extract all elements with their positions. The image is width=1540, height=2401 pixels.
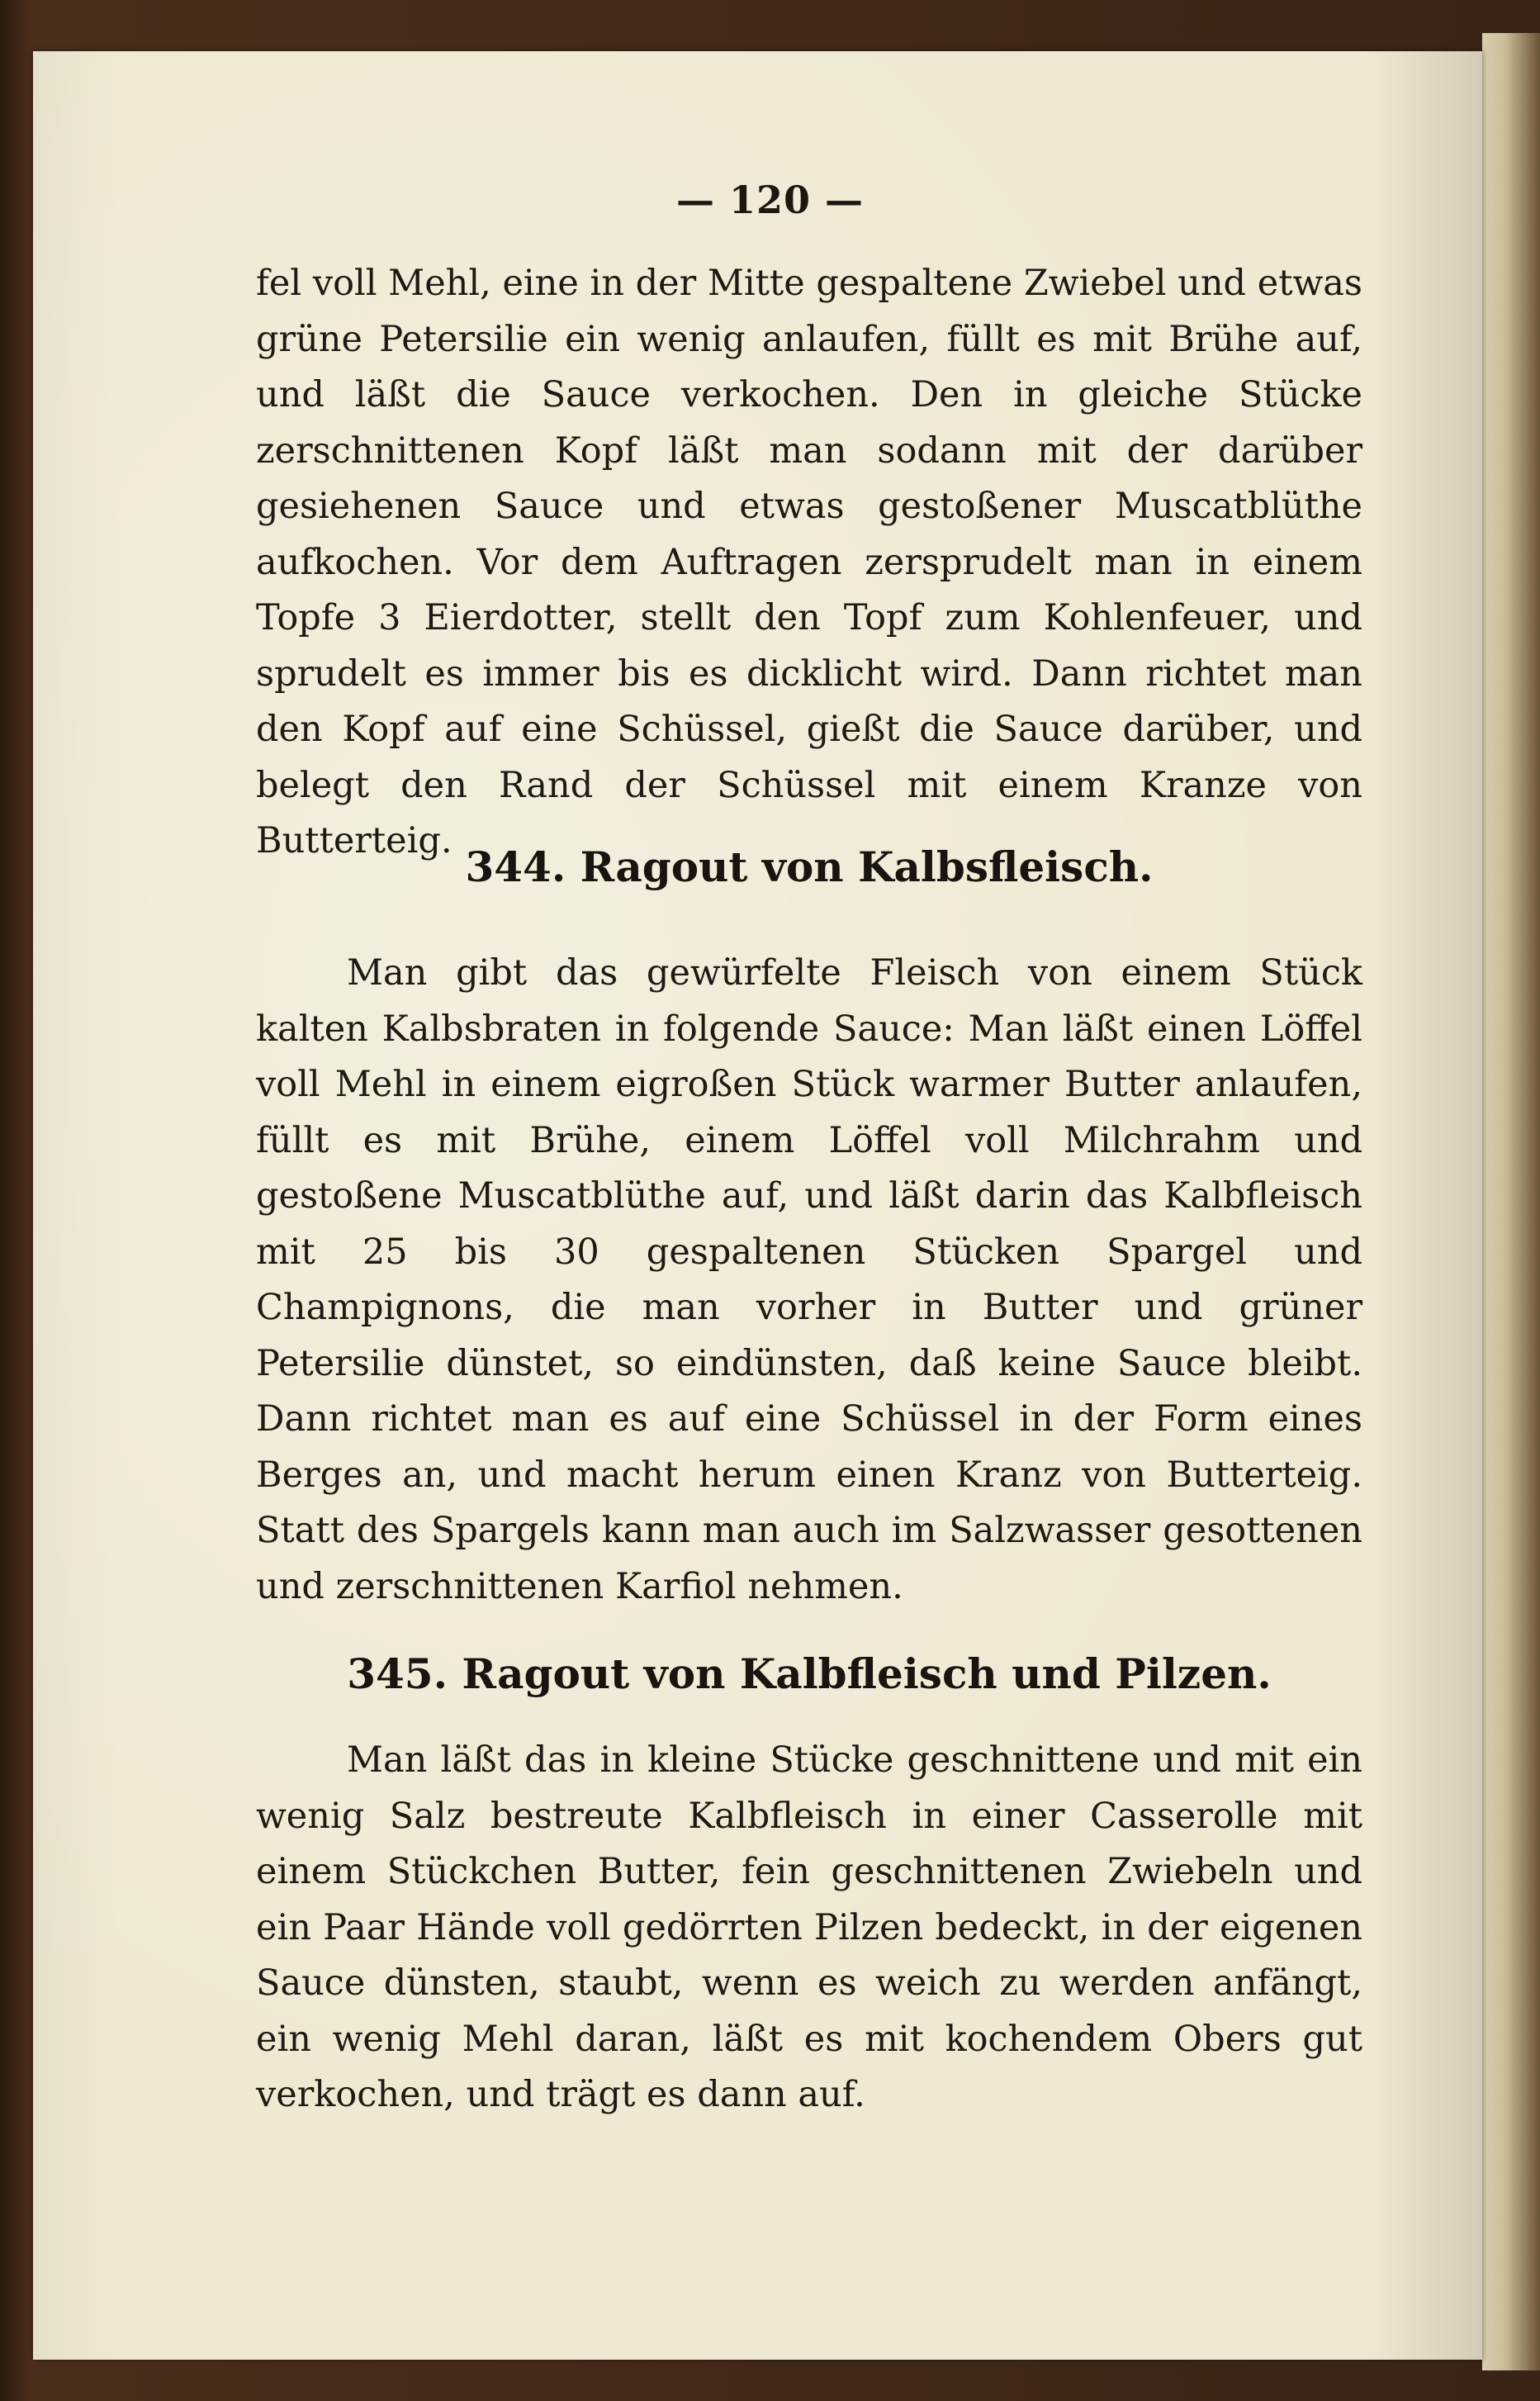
recipe-heading-345: 345. Ragout von Kalbfleisch und Pilzen.: [347, 1649, 1272, 1698]
recipe-344-body: [256, 946, 1362, 1615]
recipe-345-text: Man läßt das in kleine Stücke geschnittene und mit ein wenig Salz bestreute Kalbfleisch in einer Casserolle mit einem Stückchen Butter, fein geschnittenen Zwiebeln und ein Paar Hände voll gedörrten Pilzen bedeckt, in der eigenen Sauce dünsten, staubt, wenn es weich zu werden anfängt, ein wenig Mehl daran, läßt es mit kochendem Obers gut verkochen, und trägt es dann auf.: [256, 1739, 1362, 2115]
paragraph-text: [256, 1733, 1362, 2123]
paragraph-text: [256, 946, 1362, 1615]
recipe-heading-344: 344. Ragout von Kalbsfleisch.: [465, 842, 1154, 891]
paragraph-text: fel voll Mehl, eine in der Mitte gespaltene Zwiebel und etwas grüne Petersilie ein wenig anlaufen, füllt es mit Brühe auf, und läßt die Sauce verkochen. Den in gleiche Stücke zerschnittenen Kopf läßt man sodann mit der darüber gesiehenen Sauce und etwas gestoßener Muscatblüthe aufkochen. Vor dem Auftragen zersprudelt man in einem Topfe 3 Eierdotter, stellt den Topf zum Kohlenfeuer, und sprudelt es immer bis es dicklicht wird. Dann richtet man den Kopf auf eine Schüssel, gießt die Sauce darüber, und belegt den Rand der Schüssel mit einem Kranze von Butterteig.: [256, 263, 1362, 861]
adjacent-page-edge: [1482, 33, 1540, 2370]
continued-paragraph: [256, 256, 1362, 870]
recipe-344-text: Man gibt das gewürfelte Fleisch von einem Stück kalten Kalbsbraten in folgende Sauce: Man läßt einen Löffel voll Mehl in einem eigroßen Stück warmer Butter anlaufen, füllt es mit Brühe, einem Löffel voll Milchrahm und gestoßene Muscatblüthe auf, und läßt darin das Kalbfleisch mit 25 bis 30 gespaltenen Stücken Spargel und Champignons, die man vorher in Butter und grüner Petersilie dünstet, so eindünsten, daß keine Sauce bleibt. Dann richtet man es auf eine Schüssel in der Form eines Berges an, und macht herum einen Kranz von Butterteig. Statt des Spargels kann man auch im Salzwasser gesottenen und zerschnittenen Karfiol nehmen.: [256, 952, 1362, 1607]
recipe-345-body: [256, 1733, 1362, 2123]
page-number: — 120 —: [675, 178, 865, 222]
